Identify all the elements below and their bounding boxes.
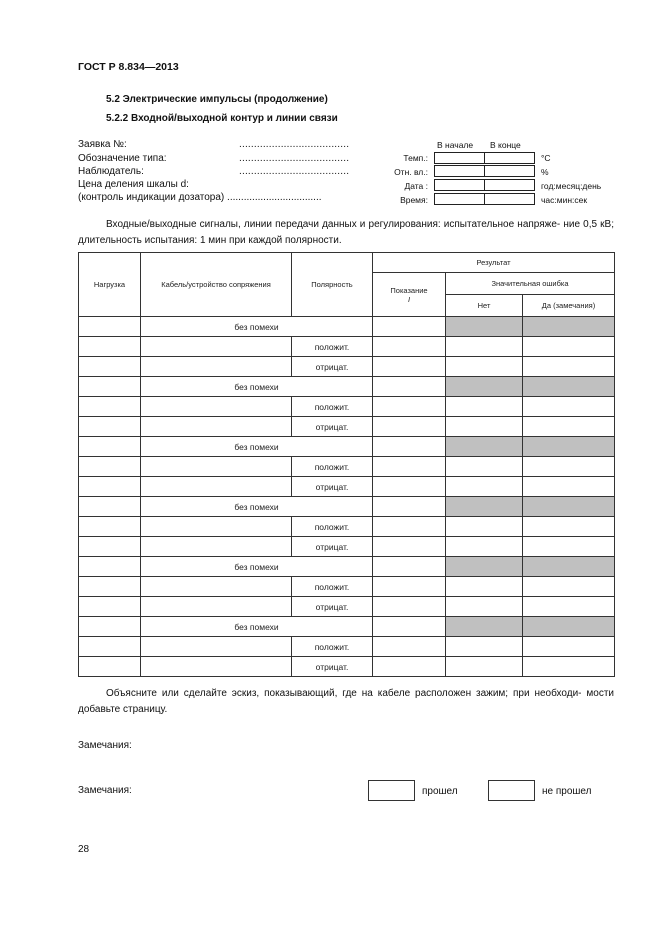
cell-reading[interactable]: [373, 417, 446, 437]
header-cable: Кабель/устройство сопряжения: [141, 253, 292, 317]
cell-no[interactable]: [446, 597, 523, 617]
field-dots-observer[interactable]: .....................................: [239, 166, 350, 177]
cell-yes-shaded: [523, 377, 615, 397]
cell-polarity: положит.: [292, 337, 373, 357]
table-row: [79, 337, 615, 357]
cell-yes[interactable]: [523, 637, 615, 657]
cell-reading[interactable]: [373, 637, 446, 657]
cell-cable[interactable]: [141, 417, 292, 437]
cell-cable[interactable]: [141, 337, 292, 357]
cell-no[interactable]: [446, 657, 523, 677]
cell-yes[interactable]: [523, 337, 615, 357]
cell-reading[interactable]: [373, 597, 446, 617]
section-subtitle: 5.2.2 Входной/выходной контур и линии связи: [106, 113, 338, 124]
cell-load[interactable]: [79, 617, 141, 637]
cell-load[interactable]: [79, 577, 141, 597]
cell-load[interactable]: [79, 417, 141, 437]
header-reading-label: Показание: [390, 285, 428, 295]
failed-label: не прошел: [542, 786, 592, 797]
header-reading-symbol: I: [407, 294, 411, 304]
remarks-label-1: Замечания:: [78, 740, 132, 751]
cell-yes-shaded: [523, 557, 615, 577]
cell-yes[interactable]: [523, 397, 615, 417]
condition-unit-temp: °C: [541, 153, 551, 163]
cell-yes[interactable]: [523, 477, 615, 497]
cell-reading[interactable]: [373, 477, 446, 497]
table-row: [79, 637, 615, 657]
cell-no[interactable]: [446, 337, 523, 357]
cell-reading[interactable]: [373, 397, 446, 417]
cell-yes[interactable]: [523, 517, 615, 537]
header-no: Нет: [446, 295, 523, 317]
cell-load[interactable]: [79, 317, 141, 337]
condition-date-start[interactable]: [434, 179, 485, 191]
header-polarity: Полярность: [292, 253, 373, 317]
cell-reading[interactable]: [373, 537, 446, 557]
table-row: [79, 657, 615, 677]
cell-no[interactable]: [446, 637, 523, 657]
cell-polarity: положит.: [292, 457, 373, 477]
cell-reading[interactable]: [373, 617, 446, 637]
cell-yes[interactable]: [523, 537, 615, 557]
condition-unit-time: час:мин:сек: [541, 195, 588, 205]
cell-load[interactable]: [79, 437, 141, 457]
cell-polarity: отрицат.: [292, 597, 373, 617]
cell-reading[interactable]: [373, 657, 446, 677]
table-row: [79, 517, 615, 537]
cell-cable[interactable]: [141, 517, 292, 537]
passed-label: прошел: [422, 786, 458, 797]
condition-time-start[interactable]: [434, 193, 485, 205]
field-label-observer: Наблюдатель:: [78, 166, 144, 177]
cell-no-noise: без помехи: [141, 377, 373, 397]
field-dots-type[interactable]: .....................................: [239, 153, 350, 164]
conditions-start-header: В начале: [437, 140, 474, 150]
table-row: [79, 597, 615, 617]
cell-no-shaded: [446, 617, 523, 637]
cell-no[interactable]: [446, 357, 523, 377]
cell-yes-shaded: [523, 497, 615, 517]
table-row: [79, 397, 615, 417]
cell-load[interactable]: [79, 377, 141, 397]
cell-cable[interactable]: [141, 357, 292, 377]
cell-reading[interactable]: [373, 357, 446, 377]
header-load: Нагрузка: [79, 253, 141, 317]
conditions-end-header: В конце: [490, 140, 521, 150]
table-row: [79, 497, 615, 517]
cell-polarity: положит.: [292, 637, 373, 657]
cell-no-noise: без помехи: [141, 617, 373, 637]
cell-cable[interactable]: [141, 597, 292, 617]
table-row: [79, 537, 615, 557]
cell-polarity: отрицат.: [292, 357, 373, 377]
table-row: [79, 457, 615, 477]
cell-load[interactable]: [79, 517, 141, 537]
cell-yes[interactable]: [523, 457, 615, 477]
passed-checkbox[interactable]: [368, 780, 415, 801]
cell-cable[interactable]: [141, 537, 292, 557]
cell-reading[interactable]: [373, 317, 446, 337]
cell-load[interactable]: [79, 397, 141, 417]
cell-yes[interactable]: [523, 417, 615, 437]
cell-load[interactable]: [79, 457, 141, 477]
cell-no-noise: без помехи: [141, 317, 373, 337]
condition-temp-start[interactable]: [434, 152, 485, 164]
cell-no-noise: без помехи: [141, 497, 373, 517]
table-row: [79, 357, 615, 377]
table-row: [79, 477, 615, 497]
cell-reading[interactable]: [373, 377, 446, 397]
condition-date-end[interactable]: [484, 179, 535, 191]
cell-cable[interactable]: [141, 397, 292, 417]
standard-header: ГОСТ Р 8.834—2013: [78, 61, 179, 73]
cell-polarity: отрицат.: [292, 657, 373, 677]
remarks-label-2: Замечания:: [78, 785, 132, 796]
cell-polarity: отрицат.: [292, 477, 373, 497]
cell-load[interactable]: [79, 657, 141, 677]
cell-load[interactable]: [79, 337, 141, 357]
cell-no-shaded: [446, 377, 523, 397]
field-label-dosing-control: (контроль индикации дозатора) ..................................: [78, 192, 322, 203]
intro-paragraph: Входные/выходные сигналы, линии передачи данных и регулирования: испытательное напряже- ние 0,5 кВ; длительность испытания: 1 мин при каждой полярности.: [78, 219, 614, 246]
cell-no-shaded: [446, 317, 523, 337]
cell-reading[interactable]: [373, 337, 446, 357]
cell-reading[interactable]: [373, 437, 446, 457]
cell-polarity: положит.: [292, 577, 373, 597]
field-label-scale: Цена деления шкалы d:: [78, 179, 189, 190]
cell-no-shaded: [446, 557, 523, 577]
cell-no[interactable]: [446, 417, 523, 437]
cell-yes[interactable]: [523, 577, 615, 597]
cell-yes[interactable]: [523, 597, 615, 617]
cell-reading[interactable]: [373, 457, 446, 477]
cell-cable[interactable]: [141, 637, 292, 657]
table-row: [79, 377, 615, 397]
field-label-type: Обозначение типа:: [78, 153, 167, 164]
cell-polarity: отрицат.: [292, 417, 373, 437]
field-dots-application[interactable]: .....................................: [239, 139, 350, 150]
cell-polarity: отрицат.: [292, 537, 373, 557]
table-row: [79, 577, 615, 597]
cell-no-shaded: [446, 437, 523, 457]
cell-load[interactable]: [79, 637, 141, 657]
cell-load[interactable]: [79, 497, 141, 517]
cell-no[interactable]: [446, 537, 523, 557]
field-label-application: Заявка №:: [78, 139, 127, 150]
cell-no[interactable]: [446, 577, 523, 597]
page-number: 28: [78, 844, 90, 855]
cell-load[interactable]: [79, 477, 141, 497]
cell-reading[interactable]: [373, 577, 446, 597]
cell-yes-shaded: [523, 617, 615, 637]
table-row: [79, 557, 615, 577]
header-result: Результат: [373, 253, 615, 273]
explain-paragraph: Объясните или сделайте эскиз, показывающий, где на кабеле расположен зажим; при необходи- мости добавьте страницу.: [78, 688, 614, 715]
cell-cable[interactable]: [141, 577, 292, 597]
condition-humidity-start[interactable]: [434, 165, 485, 177]
header-yes: Да (замечания): [523, 295, 615, 317]
cell-polarity: положит.: [292, 517, 373, 537]
cell-no-noise: без помехи: [141, 557, 373, 577]
cell-no-shaded: [446, 497, 523, 517]
cell-reading[interactable]: [373, 557, 446, 577]
condition-label-time: Время:: [400, 195, 428, 205]
condition-label-temp: Темп.:: [403, 153, 428, 163]
cell-no[interactable]: [446, 477, 523, 497]
results-table: [78, 252, 615, 677]
condition-humidity-end[interactable]: [484, 165, 535, 177]
condition-label-humidity: Отн. вл.:: [394, 167, 428, 177]
section-title: 5.2 Электрические импульсы (продолжение): [106, 94, 328, 105]
cell-load[interactable]: [79, 557, 141, 577]
header-reading: [373, 273, 446, 317]
cell-no-noise: без помехи: [141, 437, 373, 457]
cell-reading[interactable]: [373, 517, 446, 537]
cell-cable[interactable]: [141, 477, 292, 497]
cell-load[interactable]: [79, 357, 141, 377]
cell-yes-shaded: [523, 437, 615, 457]
cell-cable[interactable]: [141, 657, 292, 677]
table-row: [79, 317, 615, 337]
table-row: [79, 437, 615, 457]
condition-unit-date: год:месяц:день: [541, 181, 602, 191]
cell-no[interactable]: [446, 397, 523, 417]
cell-no[interactable]: [446, 457, 523, 477]
condition-temp-end[interactable]: [484, 152, 535, 164]
cell-reading[interactable]: [373, 497, 446, 517]
table-row: [79, 417, 615, 437]
header-significant-error: Значительная ошибка: [446, 273, 615, 295]
table-row: [79, 617, 615, 637]
failed-checkbox[interactable]: [488, 780, 535, 801]
cell-yes[interactable]: [523, 657, 615, 677]
cell-yes[interactable]: [523, 357, 615, 377]
cell-load[interactable]: [79, 597, 141, 617]
condition-label-date: Дата :: [404, 181, 428, 191]
cell-cable[interactable]: [141, 457, 292, 477]
cell-no[interactable]: [446, 517, 523, 537]
condition-time-end[interactable]: [484, 193, 535, 205]
cell-load[interactable]: [79, 537, 141, 557]
condition-unit-humidity: %: [541, 167, 549, 177]
cell-polarity: положит.: [292, 397, 373, 417]
cell-yes-shaded: [523, 317, 615, 337]
